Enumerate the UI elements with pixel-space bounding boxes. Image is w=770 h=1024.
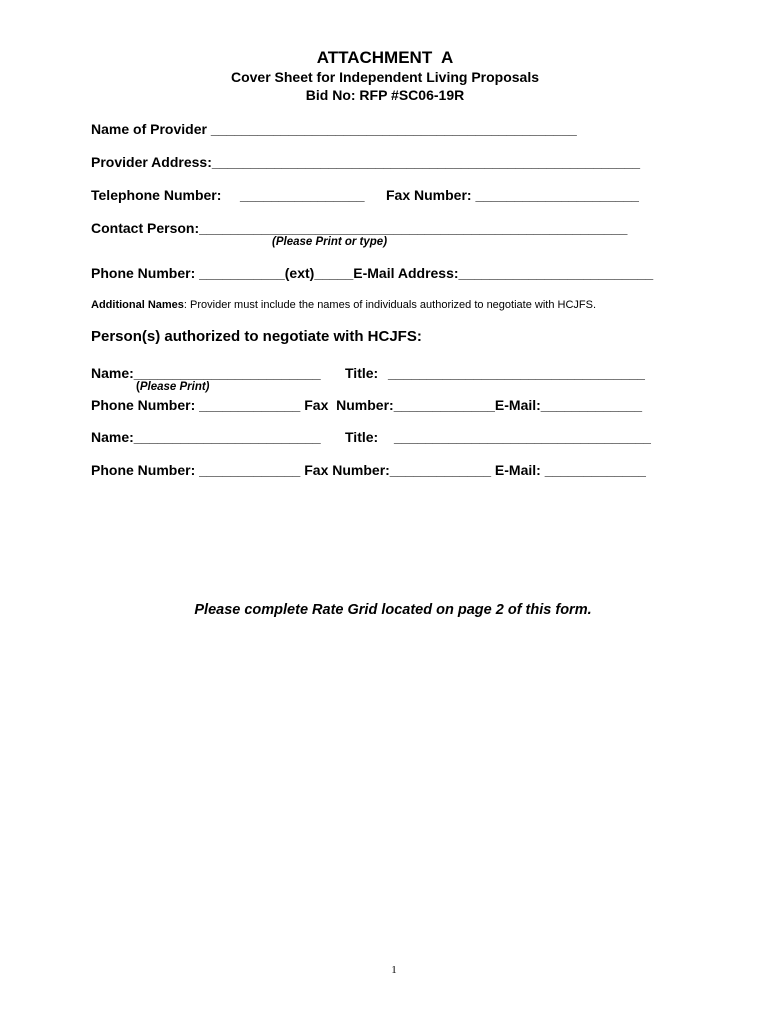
- additional-names-text: : Provider must include the names of individuals authorized to negotiate with HCJFS.: [183, 299, 597, 311]
- telephone-field[interactable]: ________________: [240, 187, 365, 203]
- person1-name-field[interactable]: Name:________________________: [91, 365, 321, 381]
- print-note-text: Please Print): [139, 381, 210, 393]
- person1-contact-field[interactable]: Phone Number: _____________ Fax Number:_____________E-Mail:_____________: [91, 397, 643, 413]
- provider-address-field[interactable]: Provider Address:_______________________________________________________: [91, 154, 641, 170]
- page-title: ATTACHMENT A: [316, 48, 454, 67]
- page-number: 1: [391, 964, 397, 976]
- person1-print-note: [136, 381, 210, 393]
- authorized-heading: Person(s) authorized to negotiate with HCJFS:: [91, 328, 422, 345]
- contact-person-field[interactable]: Contact Person:_______________________________________________________: [91, 220, 628, 236]
- person2-title-field[interactable]: _________________________________: [394, 429, 651, 445]
- rate-grid-note: Please complete Rate Grid located on page 2 of this form.: [194, 602, 592, 618]
- phone-email-field[interactable]: Phone Number: ___________(ext)_____E-Mail Address:_________________________: [91, 265, 654, 281]
- person1-title-label: Title:: [345, 365, 379, 381]
- page-subtitle: Cover Sheet for Independent Living Proposals: [230, 69, 540, 85]
- additional-names-instruction: [91, 299, 596, 311]
- print-note-paren: (: [136, 381, 140, 393]
- person1-title-field[interactable]: _________________________________: [388, 365, 645, 381]
- additional-names-label: Additional Names: [91, 299, 184, 311]
- person2-title-label: Title:: [345, 429, 379, 445]
- person2-contact-field[interactable]: Phone Number: _____________ Fax Number:_____________ E-Mail: _____________: [91, 462, 646, 478]
- contact-print-note: (Please Print or type): [272, 236, 388, 248]
- telephone-label: Telephone Number:: [91, 187, 222, 203]
- bid-number: Bid No: RFP #SC06-19R: [305, 87, 465, 103]
- fax-number-field[interactable]: Fax Number: _____________________: [386, 187, 639, 203]
- person2-name-field[interactable]: Name:________________________: [91, 429, 321, 445]
- provider-name-field[interactable]: Name of Provider _______________________________________________: [91, 121, 577, 137]
